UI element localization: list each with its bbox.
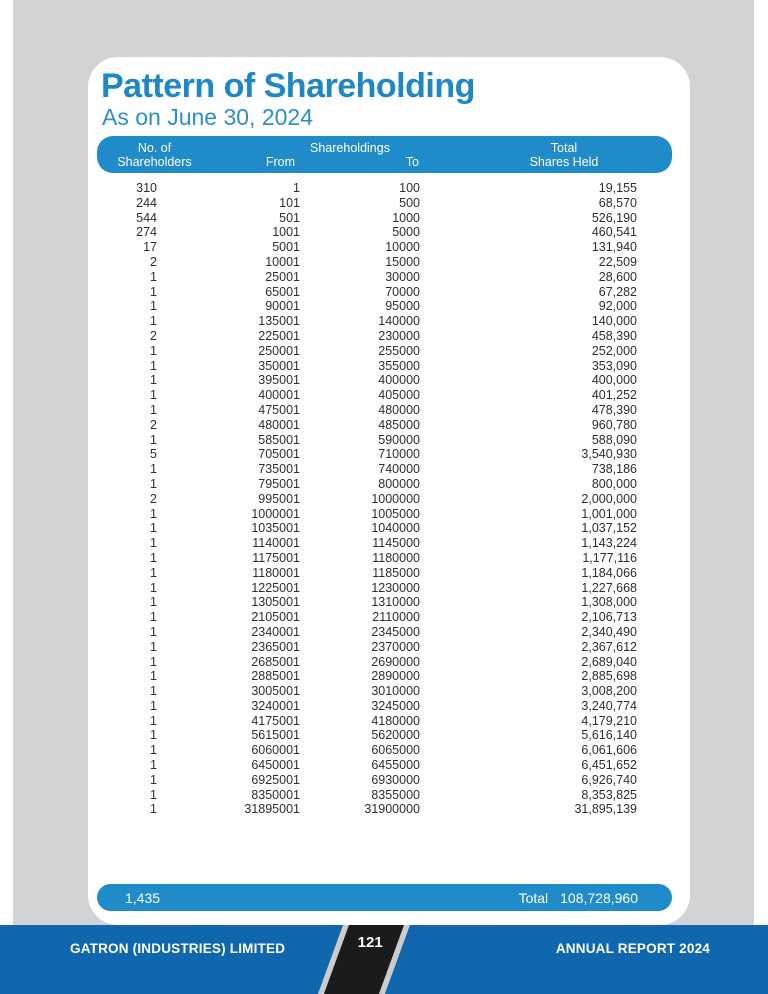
cell-shareholders: 1	[150, 536, 157, 551]
cell-from: 3005001	[251, 684, 300, 699]
cell-shareholders: 1	[150, 402, 157, 417]
cell-shareholders: 1	[150, 462, 157, 477]
cell-shareholders: 2	[150, 254, 157, 269]
cell-total-shares: 22,509	[598, 254, 637, 269]
table-row	[97, 418, 672, 433]
cell-to: 70000	[385, 284, 420, 299]
table-row	[97, 655, 672, 670]
cell-to: 1145000	[372, 536, 420, 551]
header-shares-held: Shares Held	[529, 155, 599, 169]
table-row	[97, 344, 672, 359]
cell-from: 1001	[272, 225, 300, 240]
cell-shareholders: 1	[150, 595, 157, 610]
table-row	[97, 640, 672, 655]
cell-from: 501	[279, 210, 300, 225]
table-row	[97, 373, 672, 388]
header-total: Total	[550, 141, 578, 155]
cell-total-shares: 400,000	[591, 373, 637, 388]
cell-shareholders: 5	[150, 447, 157, 462]
cell-total-shares: 67,282	[598, 284, 637, 299]
cell-shareholders: 1	[150, 728, 157, 743]
cell-to: 1040000	[371, 521, 420, 536]
cell-from: 6450001	[251, 758, 300, 773]
cell-from: 250001	[258, 343, 300, 358]
cell-total-shares: 2,689,040	[581, 654, 637, 669]
cell-total-shares: 4,179,210	[581, 713, 637, 728]
table-row	[97, 773, 672, 788]
cell-total-shares: 960,780	[591, 417, 637, 432]
table-row	[97, 610, 672, 625]
cell-total-shares: 252,000	[591, 343, 637, 358]
table-row	[97, 211, 672, 226]
cell-from: 2340001	[251, 624, 300, 639]
cell-total-shares: 31,895,139	[574, 802, 637, 817]
cell-from: 6060001	[251, 743, 300, 758]
cell-to: 355000	[378, 358, 420, 373]
cell-total-shares: 353,090	[591, 358, 637, 373]
table-row	[97, 684, 672, 699]
table-row	[97, 492, 672, 507]
cell-to: 6455000	[371, 758, 420, 773]
cell-total-shares: 6,451,652	[581, 758, 637, 773]
cell-to: 710000	[378, 447, 420, 462]
cell-from: 735001	[258, 462, 300, 477]
cell-to: 2110000	[372, 610, 420, 625]
cell-from: 2365001	[251, 639, 300, 654]
cell-from: 5001	[272, 240, 300, 255]
cell-total-shares: 2,340,490	[581, 624, 637, 639]
cell-shareholders: 1	[150, 772, 157, 787]
cell-from: 585001	[258, 432, 300, 447]
cell-total-shares: 6,061,606	[581, 743, 637, 758]
table-row	[97, 802, 672, 817]
cell-shareholders: 1	[150, 684, 157, 699]
cell-from: 1180001	[252, 565, 300, 580]
cell-to: 30000	[385, 269, 420, 284]
header-from: From	[265, 155, 295, 169]
cell-total-shares: 800,000	[591, 476, 637, 491]
cell-shareholders: 1	[150, 373, 157, 388]
cell-from: 480001	[258, 417, 300, 432]
cell-shareholders: 1	[150, 669, 157, 684]
cell-from: 1140001	[252, 536, 300, 551]
cell-from: 31895001	[244, 802, 300, 817]
cell-from: 25001	[265, 269, 300, 284]
cell-total-shares: 460,541	[591, 225, 637, 240]
page-footer	[0, 925, 768, 994]
cell-shareholders: 1	[150, 565, 157, 580]
cell-to: 2690000	[371, 654, 420, 669]
page-number-band	[318, 925, 410, 994]
table-row	[97, 507, 672, 522]
table-row	[97, 521, 672, 536]
cell-to: 2345000	[371, 624, 420, 639]
header-no-of: No. of	[137, 141, 172, 155]
table-row	[97, 240, 672, 255]
cell-from: 2685001	[251, 654, 300, 669]
cell-from: 4175001	[251, 713, 300, 728]
cell-total-shares: 19,155	[598, 181, 637, 195]
total-shareholders-value: 1,435	[125, 889, 161, 906]
table-row	[97, 758, 672, 773]
cell-to: 5620000	[371, 728, 420, 743]
cell-to: 5000	[392, 225, 420, 240]
cell-to: 2370000	[371, 639, 420, 654]
cell-total-shares: 3,540,930	[581, 447, 637, 462]
cell-from: 135001	[258, 314, 300, 329]
cell-from: 1225001	[251, 580, 300, 595]
cell-total-shares: 92,000	[598, 299, 637, 314]
cell-total-shares: 738,186	[591, 462, 637, 477]
cell-to: 230000	[378, 328, 420, 343]
table-row	[97, 181, 672, 196]
cell-to: 800000	[378, 476, 420, 491]
footer-company-name: GATRON (INDUSTRIES) LIMITED	[70, 941, 286, 956]
cell-from: 475001	[258, 402, 300, 417]
cell-to: 1000000	[371, 491, 420, 506]
cell-total-shares: 458,390	[591, 328, 637, 343]
cell-to: 1185000	[372, 565, 420, 580]
cell-from: 5615001	[251, 728, 300, 743]
table-row	[97, 462, 672, 477]
table-row	[97, 270, 672, 285]
table-row	[97, 743, 672, 758]
cell-shareholders: 244	[136, 195, 157, 210]
cell-total-shares: 1,143,224	[581, 536, 637, 551]
cell-to: 100	[399, 181, 420, 195]
cell-total-shares: 1,177,116	[582, 550, 637, 565]
table-row	[97, 255, 672, 270]
cell-shareholders: 2	[150, 417, 157, 432]
cell-total-shares: 8,353,825	[581, 787, 637, 802]
cell-to: 10000	[385, 240, 420, 255]
cell-shareholders: 1	[150, 802, 157, 817]
cell-total-shares: 5,616,140	[581, 728, 637, 743]
cell-total-shares: 3,008,200	[581, 684, 637, 699]
cell-shareholders: 1	[150, 550, 157, 565]
header-shareholdings: Shareholdings	[310, 141, 390, 155]
cell-to: 8355000	[371, 787, 420, 802]
cell-total-shares: 131,940	[591, 240, 637, 255]
cell-total-shares: 140,000	[591, 314, 637, 329]
cell-shareholders: 1	[150, 698, 157, 713]
cell-from: 2885001	[251, 669, 300, 684]
cell-from: 225001	[258, 328, 300, 343]
cell-from: 1000001	[251, 506, 300, 521]
cell-total-shares: 588,090	[591, 432, 637, 447]
table-row	[97, 196, 672, 211]
cell-shareholders: 1	[150, 521, 157, 536]
cell-shareholders: 1	[150, 580, 157, 595]
cell-from: 1	[293, 181, 300, 195]
cell-from: 3240001	[251, 698, 300, 713]
table-row	[97, 788, 672, 803]
cell-from: 395001	[258, 373, 300, 388]
table-row	[97, 595, 672, 610]
table-row	[97, 225, 672, 240]
cell-shareholders: 1	[150, 758, 157, 773]
cell-to: 1230000	[371, 580, 420, 595]
cell-total-shares: 1,037,152	[581, 521, 637, 536]
table-row	[97, 477, 672, 492]
cell-to: 405000	[378, 388, 420, 403]
cell-from: 65001	[265, 284, 300, 299]
cell-to: 480000	[378, 402, 420, 417]
content-card	[88, 57, 690, 925]
cell-from: 6925001	[251, 772, 300, 787]
cell-from: 995001	[258, 491, 300, 506]
cell-to: 1005000	[371, 506, 420, 521]
cell-shareholders: 1	[150, 624, 157, 639]
cell-to: 740000	[378, 462, 420, 477]
cell-from: 1305001	[251, 595, 300, 610]
cell-from: 1175001	[252, 550, 300, 565]
cell-shareholders: 274	[136, 225, 157, 240]
header-to: To	[405, 155, 419, 169]
cell-total-shares: 2,000,000	[581, 491, 637, 506]
totals-bar	[97, 884, 672, 911]
cell-shareholders: 1	[150, 787, 157, 802]
page-title: Pattern of Shareholding	[101, 67, 475, 105]
cell-shareholders: 1	[150, 299, 157, 314]
cell-to: 15000	[385, 254, 420, 269]
cell-to: 3010000	[371, 684, 420, 699]
cell-total-shares: 526,190	[591, 210, 637, 225]
cell-from: 10001	[265, 254, 300, 269]
table-row	[97, 536, 672, 551]
cell-from: 1035001	[251, 521, 300, 536]
table-row	[97, 581, 672, 596]
cell-to: 4180000	[371, 713, 420, 728]
cell-shareholders: 1	[150, 476, 157, 491]
cell-to: 400000	[378, 373, 420, 388]
cell-total-shares: 28,600	[598, 269, 637, 284]
cell-shareholders: 1	[150, 610, 157, 625]
cell-shareholders: 17	[143, 240, 157, 255]
cell-from: 90001	[265, 299, 300, 314]
cell-from: 350001	[258, 358, 300, 373]
cell-shareholders: 1	[150, 743, 157, 758]
table-row	[97, 566, 672, 581]
cell-total-shares: 2,367,612	[581, 639, 637, 654]
cell-from: 705001	[258, 447, 300, 462]
cell-shareholders: 2	[150, 491, 157, 506]
cell-total-shares: 1,001,000	[581, 506, 637, 521]
cell-to: 255000	[378, 343, 420, 358]
table-row	[97, 714, 672, 729]
cell-total-shares: 3,240,774	[581, 698, 637, 713]
table-row	[97, 403, 672, 418]
table-row	[97, 433, 672, 448]
table-row	[97, 388, 672, 403]
cell-total-shares: 1,308,000	[581, 595, 637, 610]
table-row	[97, 551, 672, 566]
cell-to: 485000	[378, 417, 420, 432]
cell-total-shares: 68,570	[598, 195, 637, 210]
table-row	[97, 669, 672, 684]
page-subtitle: As on June 30, 2024	[102, 104, 313, 130]
cell-to: 6930000	[371, 772, 420, 787]
cell-to: 1180000	[372, 550, 420, 565]
table-row	[97, 285, 672, 300]
cell-to: 1310000	[371, 595, 420, 610]
cell-shareholders: 1	[150, 388, 157, 403]
total-label: Total	[518, 889, 549, 906]
cell-shareholders: 1	[150, 506, 157, 521]
cell-shareholders: 1	[150, 358, 157, 373]
cell-total-shares: 478,390	[591, 402, 637, 417]
table-row	[97, 314, 672, 329]
cell-from: 8350001	[251, 787, 300, 802]
cell-total-shares: 2,106,713	[581, 610, 637, 625]
page-number: 121	[357, 934, 383, 951]
cell-total-shares: 6,926,740	[581, 772, 637, 787]
header-shareholders: Shareholders	[117, 155, 192, 169]
cell-shareholders: 1	[150, 343, 157, 358]
cell-from: 400001	[258, 388, 300, 403]
cell-to: 3245000	[371, 698, 420, 713]
cell-to: 140000	[378, 314, 420, 329]
cell-to: 500	[399, 195, 420, 210]
cell-to: 31900000	[364, 802, 420, 817]
cell-total-shares: 1,227,668	[581, 580, 637, 595]
cell-to: 2890000	[371, 669, 420, 684]
cell-shareholders: 544	[136, 210, 157, 225]
cell-to: 590000	[378, 432, 420, 447]
cell-to: 1000	[392, 210, 420, 225]
cell-shareholders: 1	[150, 639, 157, 654]
cell-shareholders: 1	[150, 269, 157, 284]
shareholding-table-body	[97, 181, 672, 817]
table-row	[97, 299, 672, 314]
cell-shareholders: 310	[136, 181, 157, 195]
cell-from: 795001	[258, 476, 300, 491]
cell-shareholders: 1	[150, 713, 157, 728]
footer-report-title: ANNUAL REPORT 2024	[555, 941, 710, 956]
cell-to: 6065000	[371, 743, 420, 758]
cell-shareholders: 1	[150, 284, 157, 299]
cell-total-shares: 401,252	[591, 388, 637, 403]
table-row	[97, 699, 672, 714]
cell-shareholders: 2	[150, 328, 157, 343]
cell-to: 95000	[385, 299, 420, 314]
table-header-bar	[97, 136, 672, 173]
cell-shareholders: 1	[150, 314, 157, 329]
table-row	[97, 447, 672, 462]
cell-shareholders: 1	[150, 432, 157, 447]
cell-shareholders: 1	[150, 654, 157, 669]
cell-from: 2105001	[251, 610, 300, 625]
table-row	[97, 329, 672, 344]
cell-total-shares: 1,184,066	[581, 565, 637, 580]
table-row	[97, 625, 672, 640]
cell-from: 101	[279, 195, 300, 210]
cell-total-shares: 2,885,698	[581, 669, 637, 684]
table-row	[97, 359, 672, 374]
table-row	[97, 728, 672, 743]
total-shares-value: 108,728,960	[560, 889, 638, 906]
